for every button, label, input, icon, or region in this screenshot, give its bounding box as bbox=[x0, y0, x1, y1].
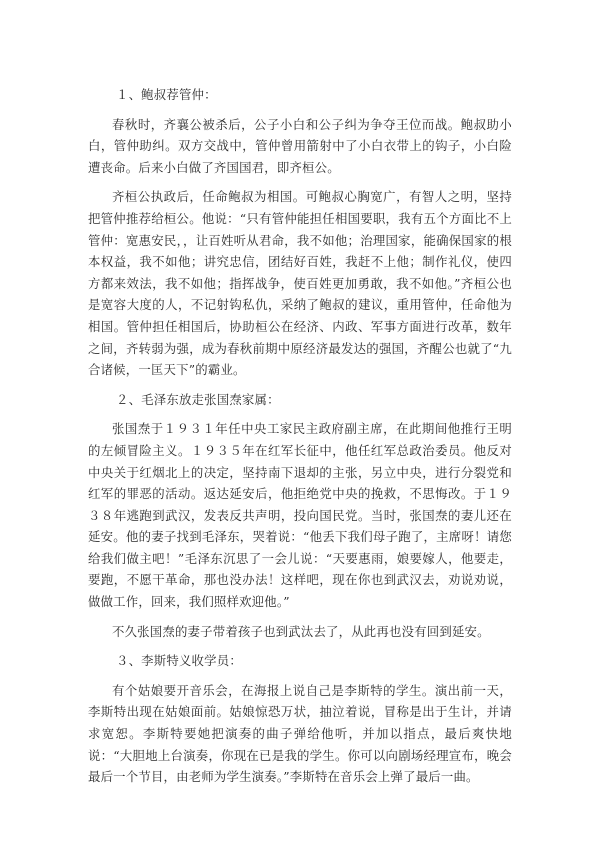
section-1-paragraph-1: 春秋时，齐襄公被杀后，公子小白和公子纠为争夺王位而战。鲍叔助小白，管仲助纠。双方交战中，管仲曾用箭射中了小白衣带上的钩子，小白险遭丧命。后来小白做了齐国国君，即齐桓公。 bbox=[88, 116, 512, 175]
section-2-paragraph-1: 张国焘于１９３１年任中央工家民主政府副主席，在此期间他推行王明的左倾冒险主义。１９３５年在红军长征中，他任红军总政治委员。他反对中央关于红烟北上的决定，坚持南下退却的主张，另立中央，进行分裂党和红军的罪恶的活动。返达延安后，他拒绝党中央的挽救，不思悔改。于１９３８年逃跑到武汉，发表反共声明，投向国民党。当时，张国焘的妻儿还在延安。他的妻子找到毛泽东，哭着说：“他丢下我们母子跑了，主席呀！请您给我们做主吧！”毛泽东沉思了一会儿说：“天要惠雨，娘要嫁人，他要走，要跑，不愿干革命，那也没办法！这样吧，现在你也到武汉去，劝说劝说，做做工作，回来，我们照样欢迎他。” bbox=[88, 421, 512, 610]
section-3-paragraph-1: 有个姑娘要开音乐会，在海报上说自己是李斯特的学生。演出前一天，李斯特出现在姑娘面前。姑娘惊恐万状，抽泣着说，冒称是出于生计，并请求宽恕。李斯特要她把演奏的曲子弹给他听，并加以指点，最后爽快地说：“大胆地上台演奏，你现在已是我的学生。你可以向剧场经理宣布，晚会最后一个节目，由老师为学生演奏。”李斯特在音乐会上弹了最后一曲。 bbox=[88, 682, 512, 785]
section-1-paragraph-2: 齐桓公执政后，任命鲍叔为相国。可鲍叔心胸宽广，有智人之明，坚持把管仲推荐给桓公。他说：“只有管仲能担任相国要职，我有五个方面比不上管仲：宽惠安民，，让百姓听从君命，我不如他；治理国家，能确保国家的根本权益，我不如他；讲究忠信，团结好百姓，我赶不上他；制作礼仪，使四方都来效法，我不如他；指挥战争，使百姓更加勇敢，我不如他。”齐桓公也是宽容大度的人，不记射钩私仇，采纳了鲍叔的建议，重用管仲，任命他为相国。管仲担任相国后，协助桓公在经济、内政、军事方面进行改革，数年之间，齐转弱为强，成为春秋前期中原经济最发达的强国，齐醒公也就了“九合诸候，一匡天下”的霸业。 bbox=[88, 189, 512, 378]
section-heading-3: ３、李斯特义收学员： bbox=[116, 653, 242, 669]
section-heading-1: １、鲍叔荐管仲： bbox=[116, 87, 217, 102]
document-body bbox=[88, 84, 512, 796]
section-heading-2: ２、毛泽东放走张国焘家属： bbox=[116, 391, 280, 407]
section-2-paragraph-2: 不久张国焘的妻子带着孩子也到武汰去了，从此再也没有回到延安。 bbox=[112, 623, 490, 639]
